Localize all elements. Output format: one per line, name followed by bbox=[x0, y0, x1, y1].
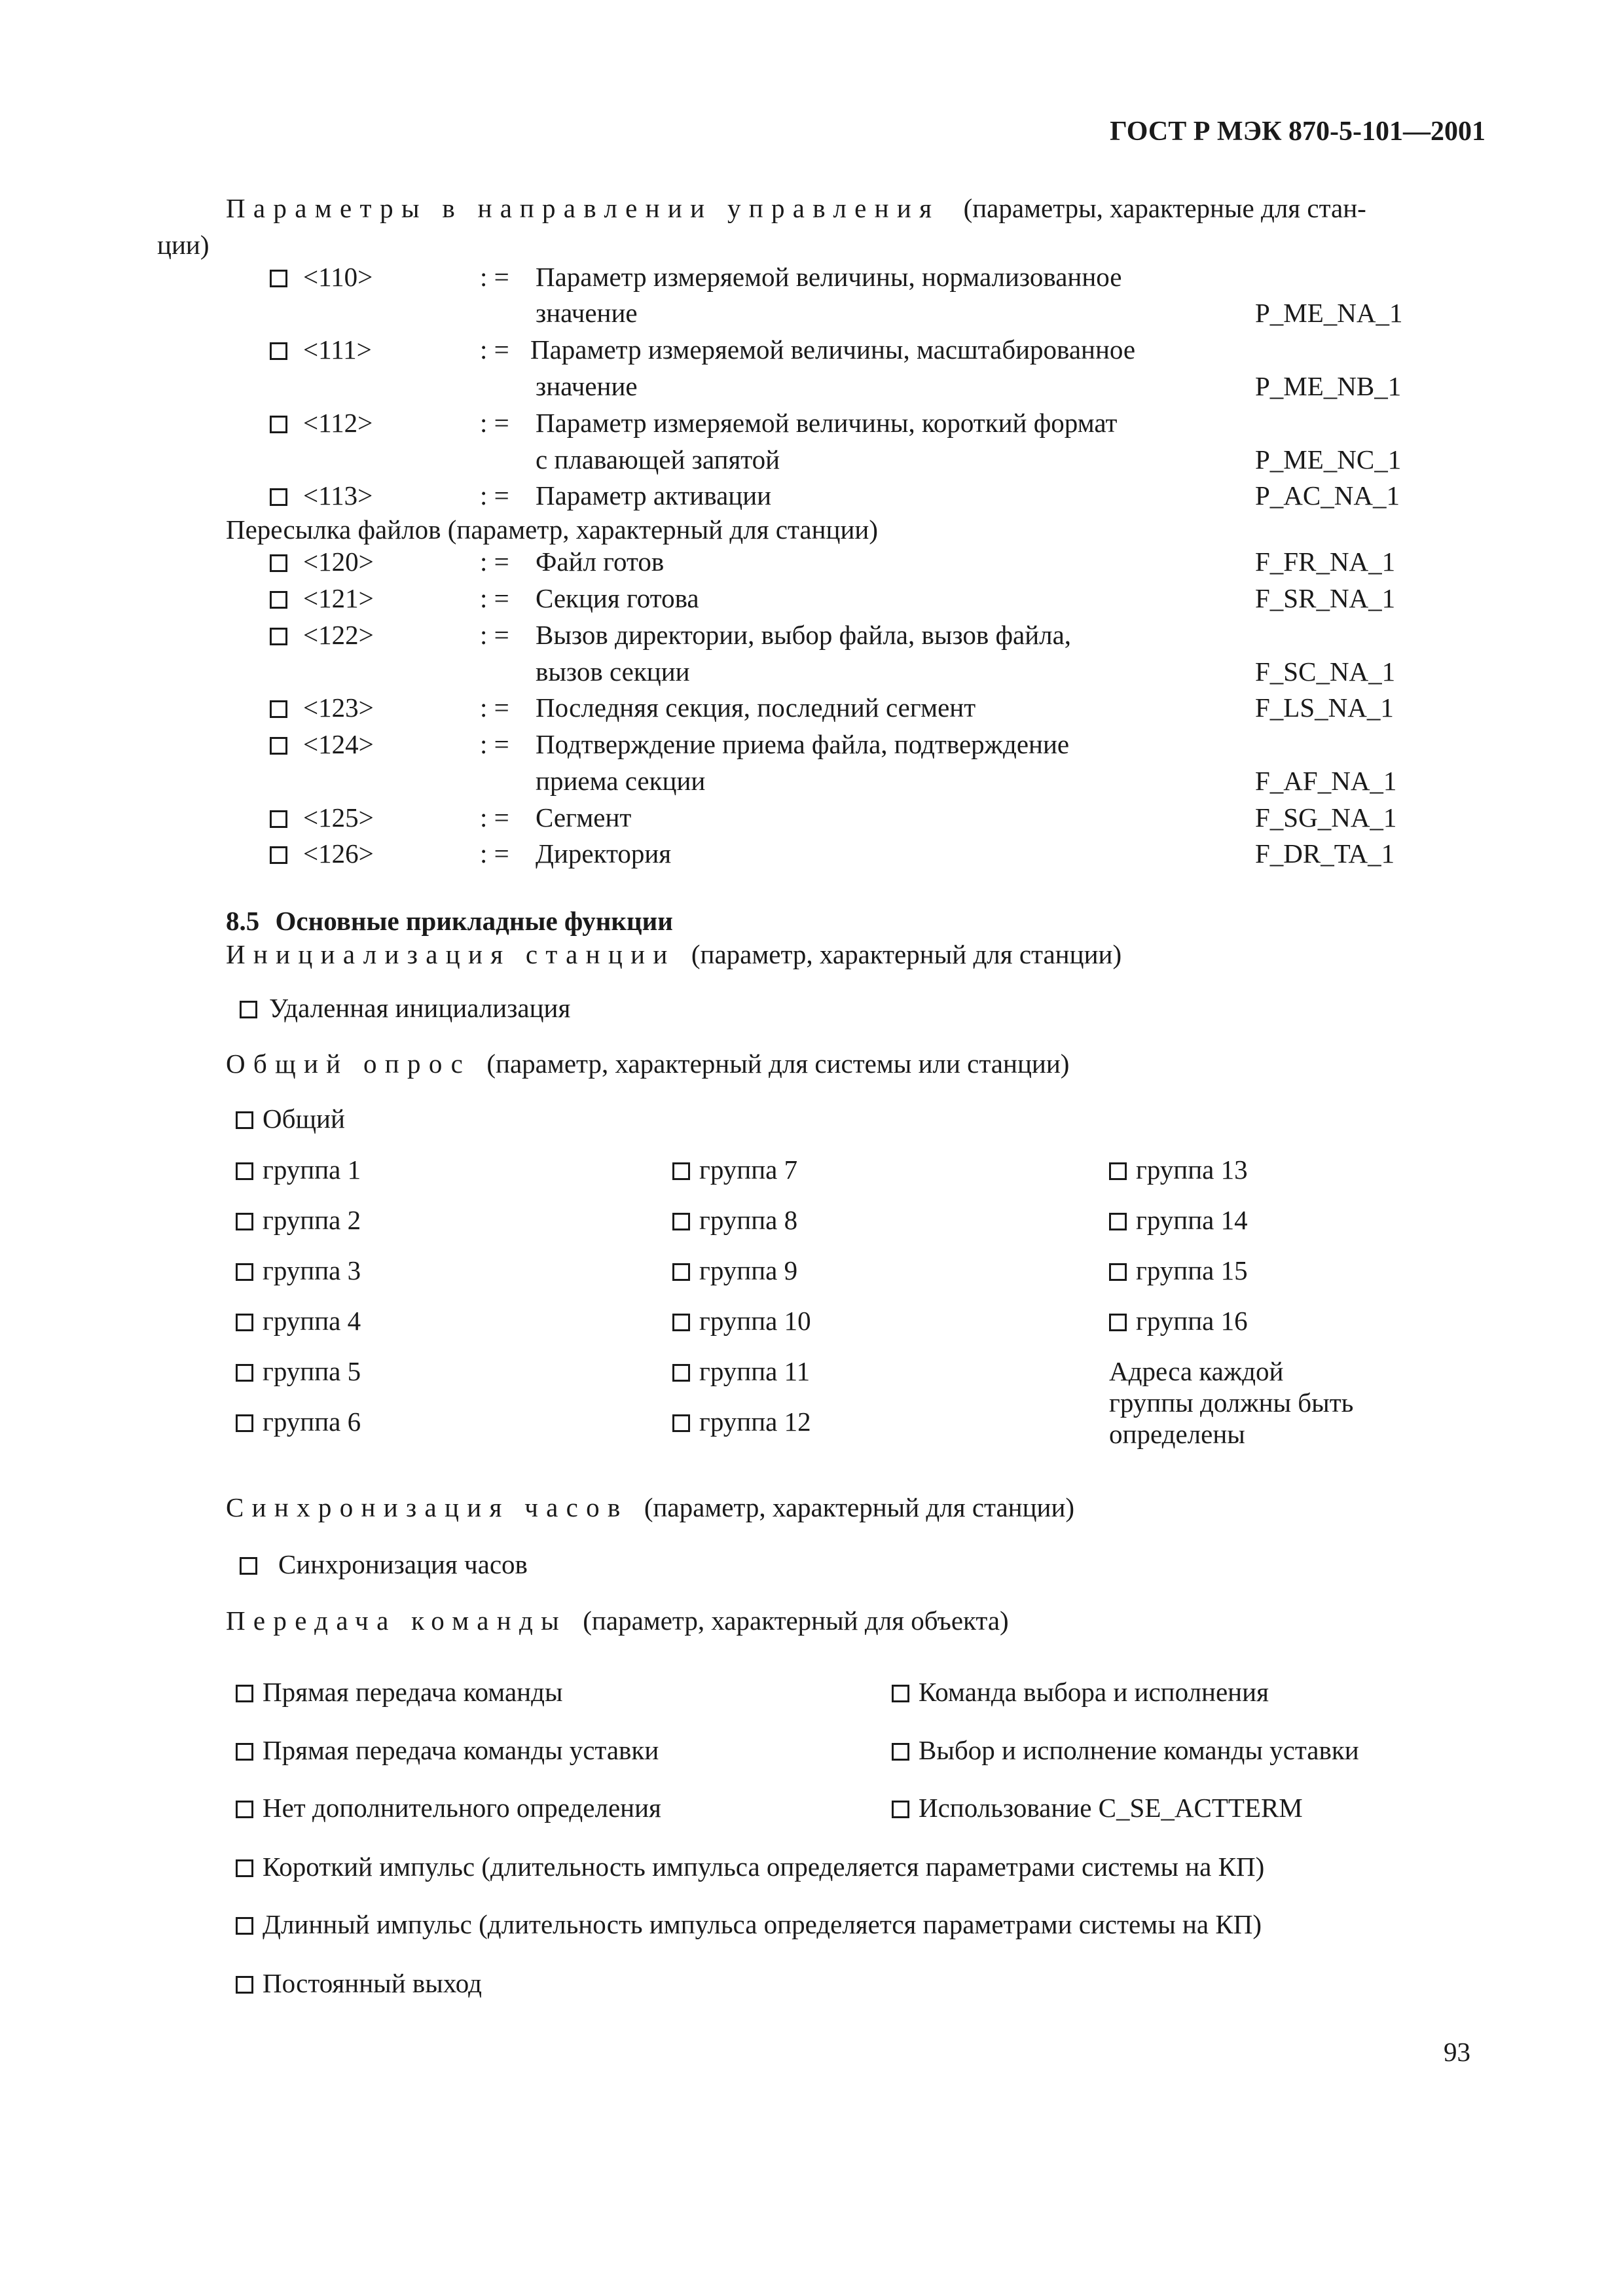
address-note-line1: Адреса каждой bbox=[1109, 1356, 1284, 1386]
item-ident: P_ME_NC_1 bbox=[1255, 444, 1402, 475]
checkbox-group-10[interactable] bbox=[672, 1308, 811, 1335]
checkbox-group-8[interactable] bbox=[672, 1207, 797, 1234]
address-note-line3: определены bbox=[1109, 1419, 1245, 1449]
item-ident: F_SR_NA_1 bbox=[1255, 583, 1396, 613]
group-label: группа 13 bbox=[1136, 1155, 1248, 1185]
item-ident: F_SG_NA_1 bbox=[1255, 802, 1397, 833]
checkbox-125[interactable] bbox=[270, 804, 374, 831]
page-number: 93 bbox=[1444, 2037, 1470, 2067]
interrogation-heading: Общий опрос bbox=[226, 1049, 471, 1079]
item-desc: Параметр измеряемой величины, нормализованное bbox=[536, 262, 1122, 292]
item-desc: Параметр измеряемой величины, короткий формат bbox=[536, 408, 1118, 438]
item-sep: : = bbox=[480, 838, 509, 869]
option-label: Команда выбора и исполнения bbox=[919, 1677, 1269, 1707]
checkbox-select-execute-setpoint[interactable] bbox=[892, 1737, 1359, 1764]
item-sep: : = bbox=[480, 547, 509, 577]
group-label: группа 12 bbox=[699, 1407, 811, 1437]
item-ident: F_SC_NA_1 bbox=[1255, 656, 1396, 687]
item-code: <125> bbox=[303, 802, 374, 833]
item-code: <124> bbox=[303, 729, 374, 759]
checkbox-110[interactable] bbox=[270, 264, 373, 291]
group-label: группа 11 bbox=[699, 1356, 811, 1386]
checkbox-select-execute[interactable] bbox=[892, 1679, 1269, 1706]
item-desc: Параметр измеряемой величины, масштабированное bbox=[530, 334, 1136, 365]
item-code: <126> bbox=[303, 838, 374, 869]
section-title: Основные прикладные функции bbox=[275, 906, 673, 936]
init-heading-line bbox=[226, 941, 1122, 968]
option-label: Прямая передача команды bbox=[263, 1677, 563, 1707]
checkbox-group-1[interactable] bbox=[236, 1157, 361, 1183]
option-label: Общий bbox=[263, 1103, 345, 1134]
checkbox-group-12[interactable] bbox=[672, 1408, 811, 1435]
item-sep: : = bbox=[480, 802, 509, 833]
checkbox-group-4[interactable] bbox=[236, 1308, 361, 1335]
item-code: <111> bbox=[303, 334, 372, 365]
item-sep: : = bbox=[480, 480, 509, 511]
item-desc-cont: с плавающей запятой bbox=[536, 444, 780, 475]
item-sep: : = bbox=[480, 692, 509, 723]
item-desc: Вызов директории, выбор файла, вызов файла, bbox=[536, 620, 1072, 650]
option-label: Удаленная инициализация bbox=[269, 993, 571, 1023]
document-header: ГОСТ Р МЭК 870-5-101—2001 bbox=[1110, 117, 1486, 147]
checkbox-persistent-output[interactable] bbox=[236, 1970, 482, 1997]
init-heading: Инициализация станции bbox=[226, 939, 676, 969]
item-sep: : = bbox=[480, 334, 509, 365]
file-transfer-heading: Пересылка файлов (параметр, характерный для станции) bbox=[226, 514, 878, 545]
checkbox-113[interactable] bbox=[270, 482, 373, 509]
command-heading: Передача команды bbox=[226, 1605, 568, 1636]
command-note: (параметр, характерный для объекта) bbox=[583, 1605, 1009, 1636]
item-sep: : = bbox=[480, 620, 509, 650]
item-ident: P_ME_NA_1 bbox=[1255, 298, 1403, 328]
item-ident: F_AF_NA_1 bbox=[1255, 766, 1397, 796]
item-sep: : = bbox=[480, 262, 509, 292]
checkbox-124[interactable] bbox=[270, 731, 374, 758]
group-label: группа 10 bbox=[699, 1306, 811, 1336]
item-desc: Параметр активации bbox=[536, 480, 772, 511]
init-note: (параметр, характерный для станции) bbox=[691, 939, 1122, 969]
checkbox-group-14[interactable] bbox=[1109, 1207, 1248, 1234]
checkbox-direct-command[interactable] bbox=[236, 1679, 563, 1706]
control-params-note: (параметры, характерные для стан- bbox=[963, 193, 1366, 223]
item-ident: P_ME_NB_1 bbox=[1255, 371, 1402, 401]
option-label: Длинный импульс (длительность импульса определяется параметрами системы на КП) bbox=[263, 1909, 1262, 1939]
item-desc-cont: приема секции bbox=[536, 766, 706, 796]
item-code: <113> bbox=[303, 480, 373, 511]
item-code: <120> bbox=[303, 547, 374, 577]
item-ident: F_LS_NA_1 bbox=[1255, 692, 1394, 723]
checkbox-111[interactable] bbox=[270, 336, 372, 363]
checkbox-long-pulse[interactable] bbox=[236, 1911, 1262, 1938]
checkbox-123[interactable] bbox=[270, 694, 374, 721]
checkbox-120[interactable] bbox=[270, 548, 374, 575]
section-number: 8.5 bbox=[226, 906, 260, 936]
option-label: Использование C_SE_ACTTERM bbox=[919, 1793, 1303, 1823]
checkbox-no-additional[interactable] bbox=[236, 1795, 661, 1821]
item-desc-cont: вызов секции bbox=[536, 656, 690, 687]
item-desc-cont: значение bbox=[536, 371, 638, 401]
item-sep: : = bbox=[480, 729, 509, 759]
checkbox-group-9[interactable] bbox=[672, 1257, 797, 1284]
checkbox-112[interactable] bbox=[270, 410, 373, 437]
interrogation-heading-line bbox=[226, 1050, 1069, 1077]
clock-heading: Синхронизация часов bbox=[226, 1492, 629, 1522]
checkbox-group-3[interactable] bbox=[236, 1257, 361, 1284]
item-sep: : = bbox=[480, 583, 509, 613]
option-label: Выбор и исполнение команды уставки bbox=[919, 1735, 1359, 1765]
interrogation-note: (параметр, характерный для системы или станции) bbox=[486, 1049, 1070, 1079]
address-note-line2: группы должны быть bbox=[1109, 1388, 1354, 1418]
checkbox-direct-setpoint[interactable] bbox=[236, 1737, 659, 1764]
checkbox-group-2[interactable] bbox=[236, 1207, 361, 1234]
item-code: <110> bbox=[303, 262, 373, 292]
item-desc: Сегмент bbox=[536, 802, 632, 833]
item-sep: : = bbox=[480, 408, 509, 438]
checkbox-group-11[interactable] bbox=[672, 1358, 810, 1385]
item-code: <122> bbox=[303, 620, 374, 650]
checkbox-clock-sync[interactable] bbox=[240, 1551, 528, 1578]
group-label: группа 7 bbox=[699, 1155, 798, 1185]
option-label: Синхронизация часов bbox=[278, 1549, 528, 1579]
section-heading bbox=[226, 908, 673, 935]
checkbox-group-5[interactable] bbox=[236, 1358, 361, 1385]
clock-heading-line bbox=[226, 1494, 1074, 1521]
item-desc: Файл готов bbox=[536, 547, 665, 577]
group-label: группа 16 bbox=[1136, 1306, 1248, 1336]
group-label: группа 9 bbox=[699, 1255, 798, 1285]
control-params-note-cont: ции) bbox=[157, 230, 210, 260]
group-label: группа 2 bbox=[263, 1205, 361, 1235]
item-code: <121> bbox=[303, 583, 374, 613]
checkbox-group-16[interactable] bbox=[1109, 1308, 1248, 1335]
item-desc: Последняя секция, последний сегмент bbox=[536, 692, 976, 723]
option-label: Нет дополнительного определения bbox=[263, 1793, 661, 1823]
checkbox-group-7[interactable] bbox=[672, 1157, 797, 1183]
checkbox-group-6[interactable] bbox=[236, 1408, 361, 1435]
checkbox-short-pulse[interactable] bbox=[236, 1854, 1264, 1880]
checkbox-c-se-actterm[interactable] bbox=[892, 1795, 1303, 1821]
item-ident: P_AC_NA_1 bbox=[1255, 480, 1400, 511]
item-ident: F_DR_TA_1 bbox=[1255, 838, 1395, 869]
checkbox-group-15[interactable] bbox=[1109, 1257, 1248, 1284]
item-code: <112> bbox=[303, 408, 373, 438]
control-params-heading: Параметры в направлении управления bbox=[226, 193, 940, 223]
item-ident: F_FR_NA_1 bbox=[1255, 547, 1396, 577]
group-label: группа 14 bbox=[1136, 1205, 1248, 1235]
clock-note: (параметр, характерный для станции) bbox=[644, 1492, 1075, 1522]
item-code: <123> bbox=[303, 692, 374, 723]
command-heading-line bbox=[226, 1607, 1009, 1634]
option-label: Короткий импульс (длительность импульса определяется параметрами системы на КП) bbox=[263, 1852, 1265, 1882]
item-desc: Подтверждение приема файла, подтверждение bbox=[536, 729, 1070, 759]
checkbox-group-13[interactable] bbox=[1109, 1157, 1248, 1183]
checkbox-general[interactable] bbox=[236, 1105, 345, 1132]
group-label: группа 5 bbox=[263, 1356, 361, 1386]
item-desc: Секция готова bbox=[536, 583, 699, 613]
checkbox-121[interactable] bbox=[270, 585, 374, 612]
option-label: Постоянный выход bbox=[263, 1968, 482, 1998]
item-desc: Директория bbox=[536, 838, 672, 869]
group-label: группа 6 bbox=[263, 1407, 361, 1437]
item-desc-cont: значение bbox=[536, 298, 638, 328]
control-params-heading-line bbox=[226, 195, 1366, 222]
checkbox-remote-init[interactable] bbox=[240, 995, 570, 1022]
group-label: группа 4 bbox=[263, 1306, 361, 1336]
checkbox-126[interactable] bbox=[270, 840, 374, 867]
group-label: группа 1 bbox=[263, 1155, 361, 1185]
checkbox-122[interactable] bbox=[270, 622, 374, 649]
option-label: Прямая передача команды уставки bbox=[263, 1735, 659, 1765]
group-label: группа 8 bbox=[699, 1205, 798, 1235]
group-label: группа 3 bbox=[263, 1255, 361, 1285]
group-label: группа 15 bbox=[1136, 1255, 1248, 1285]
